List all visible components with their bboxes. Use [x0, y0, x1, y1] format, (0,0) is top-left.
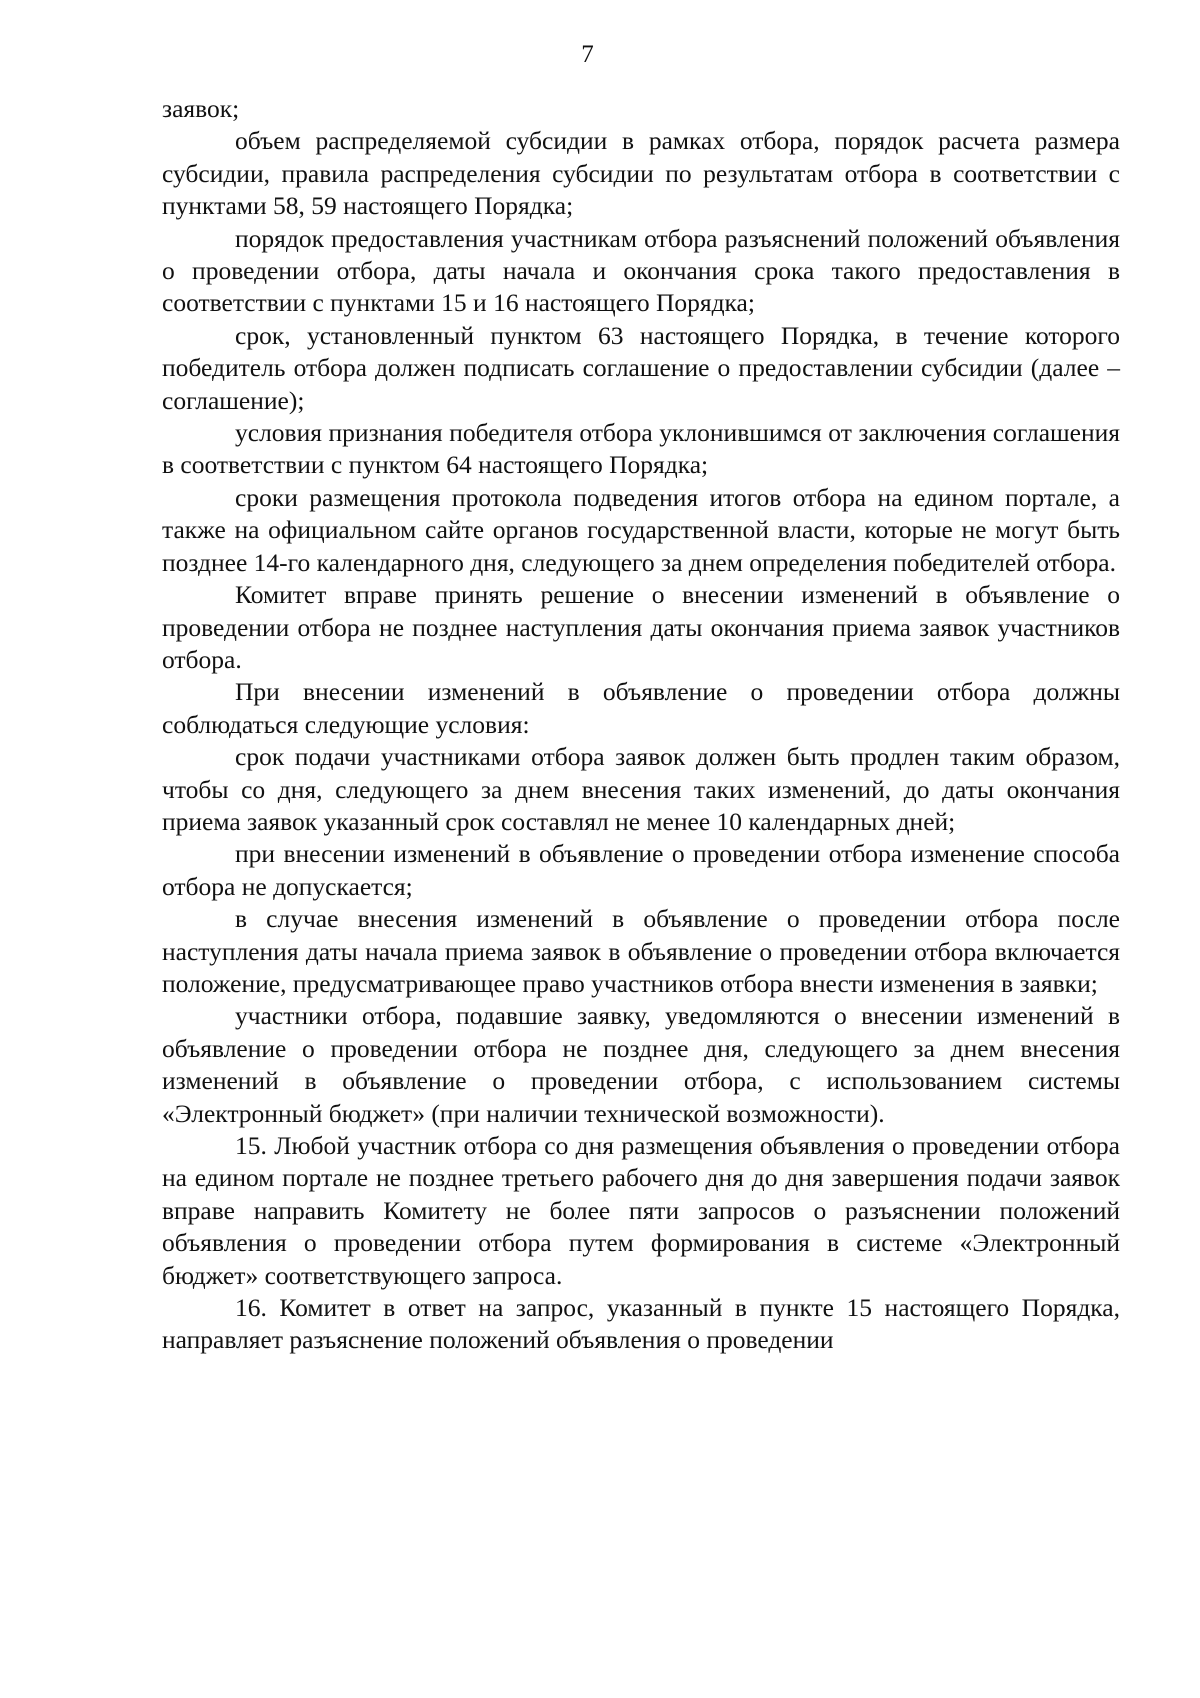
- paragraph: сроки размещения протокола подведения итогов отбора на едином портале, а также на официальном сайте органов государственной власти, которые не могут быть позднее 14-го календарного дня, следующего за днем определения победителей отбора.: [162, 482, 1120, 577]
- paragraph: условия признания победителя отбора уклонившимся от заключения соглашения в соответствии с пунктом 64 настоящего Порядка;: [162, 418, 1120, 480]
- paragraph: при внесении изменений в объявление о проведении отбора изменение способа отбора не допускается;: [162, 839, 1120, 901]
- document-body: [162, 93, 1120, 1357]
- paragraph: участники отбора, подавшие заявку, уведомляются о внесении изменений в объявление о проведении отбора не позднее дня, следующего за днем внесения изменений в объявление о проведении отбора, с использованием системы «Электронный бюджет» (при наличии технической возможности).: [162, 1001, 1120, 1128]
- paragraph: При внесении изменений в объявление о проведении отбора должны соблюдаться следующие условия:: [162, 677, 1120, 739]
- paragraph: срок, установленный пунктом 63 настоящего Порядка, в течение которого победитель отбора должен подписать соглашение о предоставлении субсидии (далее – соглашение);: [162, 320, 1120, 415]
- paragraph-item-16: 16. Комитет в ответ на запрос, указанный в пункте 15 настоящего Порядка, направляет разъяснение положений объявления о проведении: [162, 1293, 1120, 1355]
- paragraph: в случае внесения изменений в объявление о проведении отбора после наступления даты начала приема заявок в объявление о проведении отбора включается положение, предусматривающее право участников отбора внести изменения в заявки;: [162, 904, 1120, 998]
- paragraph: порядок предоставления участникам отбора разъяснений положений объявления о проведении отбора, даты начала и окончания срока такого предоставления в соответствии с пунктами 15 и 16 настоящего Порядка;: [162, 223, 1120, 318]
- paragraph: срок подачи участниками отбора заявок должен быть продлен таким образом, чтобы со дня, следующего за днем внесения таких изменений, до даты окончания приема заявок указанный срок составлял не менее 10 календарных дней;: [162, 742, 1120, 836]
- paragraph-item-15: 15. Любой участник отбора со дня размещения объявления о проведении отбора на едином портале не позднее третьего рабочего дня до дня завершения подачи заявок вправе направить Комитету не более пяти запросов о разъяснении положений объявления о проведении отбора путем формирования в системе «Электронный бюджет» соответствующего запроса.: [162, 1131, 1120, 1290]
- paragraph: Комитет вправе принять решение о внесении изменений в объявление о проведении отбора не позднее наступления даты окончания приема заявок участников отбора.: [162, 580, 1120, 674]
- page-number: 7: [581, 41, 594, 68]
- paragraph-continuation: заявок;: [162, 94, 240, 123]
- paragraph: объем распределяемой субсидии в рамках отбора, порядок расчета размера субсидии, правила распределения субсидии по результатам отбора в соответствии с пунктами 58, 59 настоящего Порядка;: [162, 126, 1120, 221]
